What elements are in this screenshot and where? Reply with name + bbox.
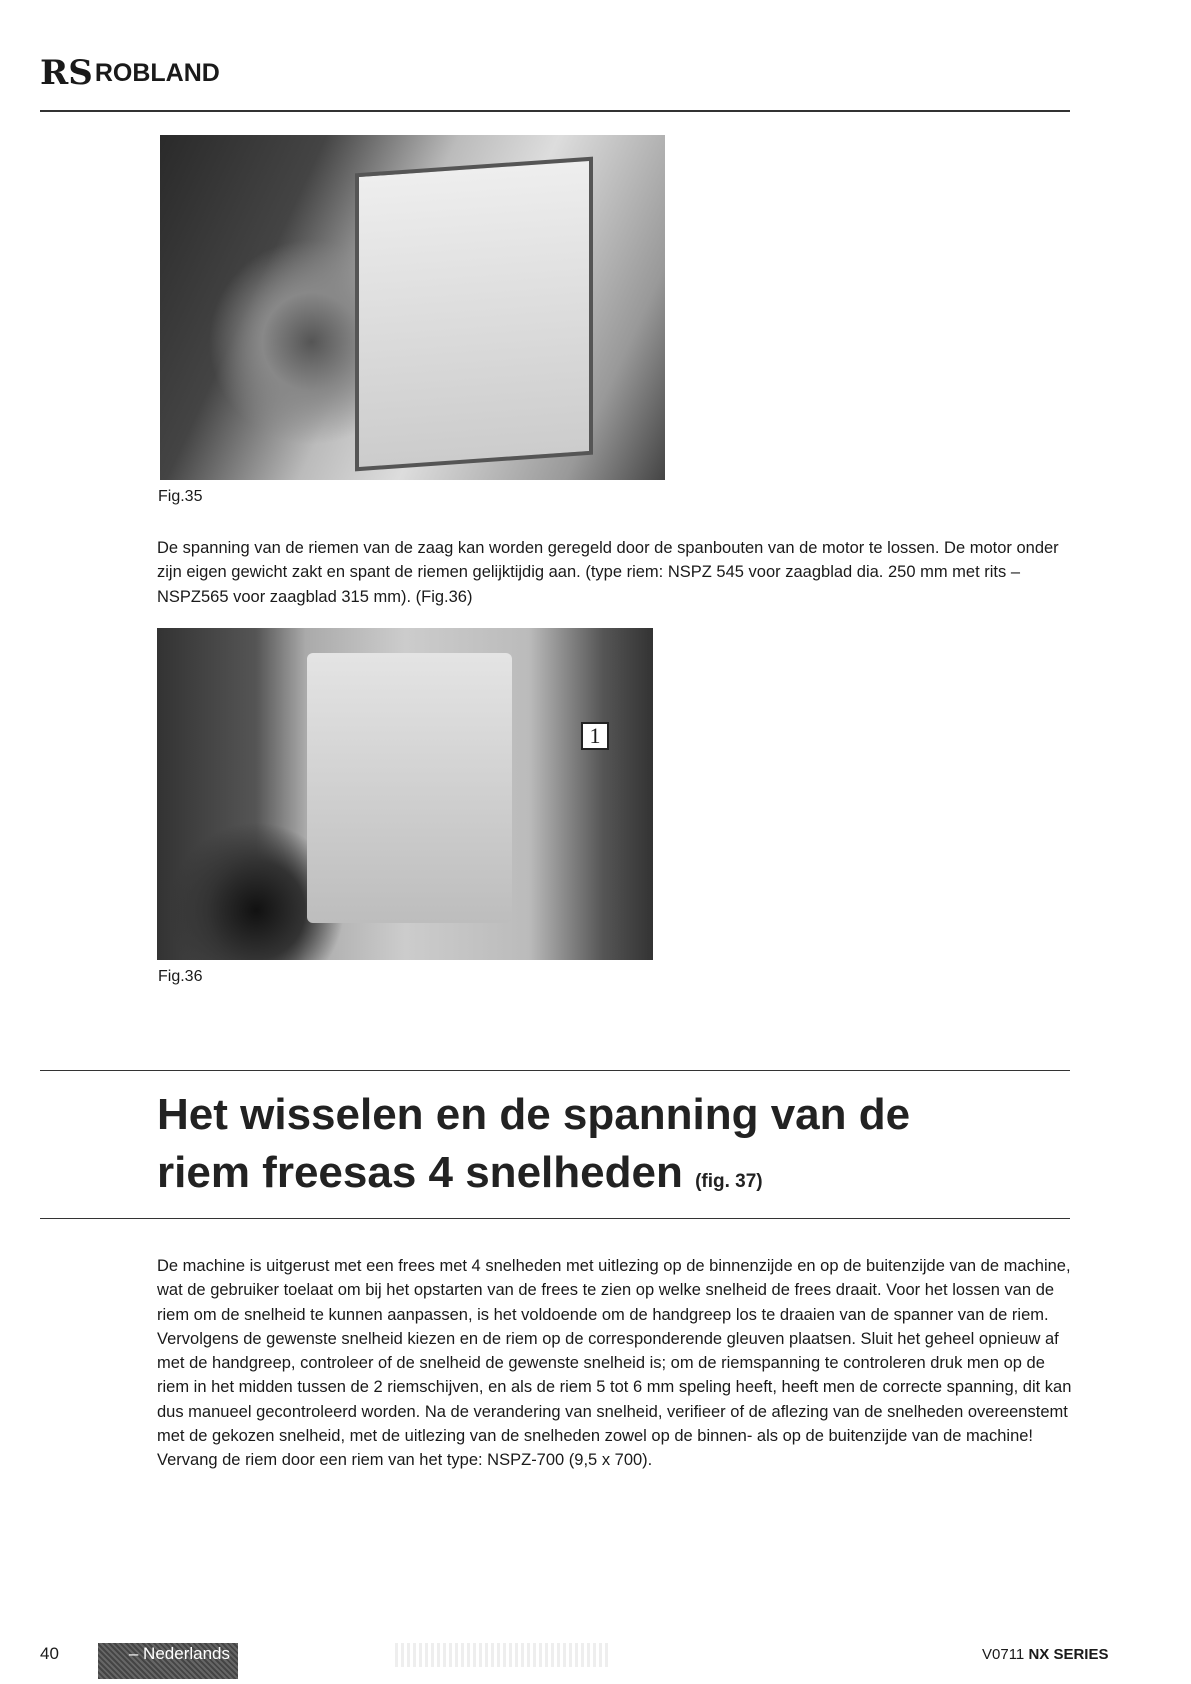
belt-cover-door bbox=[355, 157, 593, 472]
logo-mark: RS bbox=[40, 53, 93, 93]
series-name: NX SERIES bbox=[1028, 1646, 1109, 1663]
section-rule-top bbox=[40, 1070, 1070, 1071]
belt-tension-paragraph: De spanning van de riemen van de zaag kan worden geregeld door de spanbouten van de motor te lossen. De motor onder zijn eigen gewicht zakt en spant de riemen gelijktijdig aan. (type riem: NSPZ 545 voor zaagblad dia. 250 mm met rits – NSPZ565 voor zaagblad 315 mm). (Fig.36) bbox=[157, 539, 1059, 606]
figure-35-caption: Fig.35 bbox=[158, 488, 203, 505]
figure-36-photo bbox=[157, 628, 653, 960]
header-rule bbox=[40, 110, 1070, 112]
section-title bbox=[157, 1086, 910, 1211]
figure-36-caption: Fig.36 bbox=[158, 968, 203, 985]
section-title-line-2: riem freesas 4 snelheden bbox=[157, 1148, 683, 1197]
decorative-pattern bbox=[395, 1643, 610, 1667]
language-tab bbox=[98, 1643, 238, 1679]
section-title-line-1: Het wisselen en de spanning van de bbox=[157, 1090, 911, 1139]
section-rule-bottom bbox=[40, 1218, 1070, 1219]
footer-version bbox=[982, 1646, 1108, 1663]
section-figure-ref: (fig. 37) bbox=[695, 1171, 763, 1192]
language-label: – Nederlands bbox=[128, 1644, 230, 1663]
figure-35-photo bbox=[160, 135, 665, 480]
robland-logo bbox=[40, 53, 220, 93]
motor-plate bbox=[307, 653, 512, 923]
callout-label: 1 bbox=[581, 722, 609, 750]
logo-text: ROBLAND bbox=[94, 59, 220, 87]
page-number: 40 bbox=[40, 1644, 59, 1663]
version-code: V0711 bbox=[982, 1646, 1025, 1663]
speed-change-paragraph: De machine is uitgerust met een frees met 4 snelheden met uitlezing op de binnenzijde en op de buitenzijde van de machine, wat de gebruiker toelaat om bij het opstarten van de frees te zien op welke snelheid de frees draait. Voor het lossen van de riem om de snelheid te kunnen aanpassen, is het voldoende om de handgreep los te draaien van de spanner van de riem. Vervolgens de gewenste snelheid kiezen en de riem op de corresponderende gleuven plaatsen. Sluit het geheel opnieuw af met de handgreep, controleer of de snelheid de gewenste snelheid is; om de riemspanning te controleren druk men op de riem in het midden tussen de 2 riemschijven, en als de riem 5 tot 6 mm speling heeft, heeft men de correcte spanning, dit kan dus manueel gecontroleerd worden. Na de verandering van snelheid, verifieer of de aflezing van de snelheden overeenstemt met de gekozen snelheid, met de uitlezing van de snelheden zowel op de binnen- als op de buitenzijde van de machine! Vervang de riem door een riem van het type: NSPZ-700 (9,5 x 700). bbox=[157, 1257, 1072, 1470]
